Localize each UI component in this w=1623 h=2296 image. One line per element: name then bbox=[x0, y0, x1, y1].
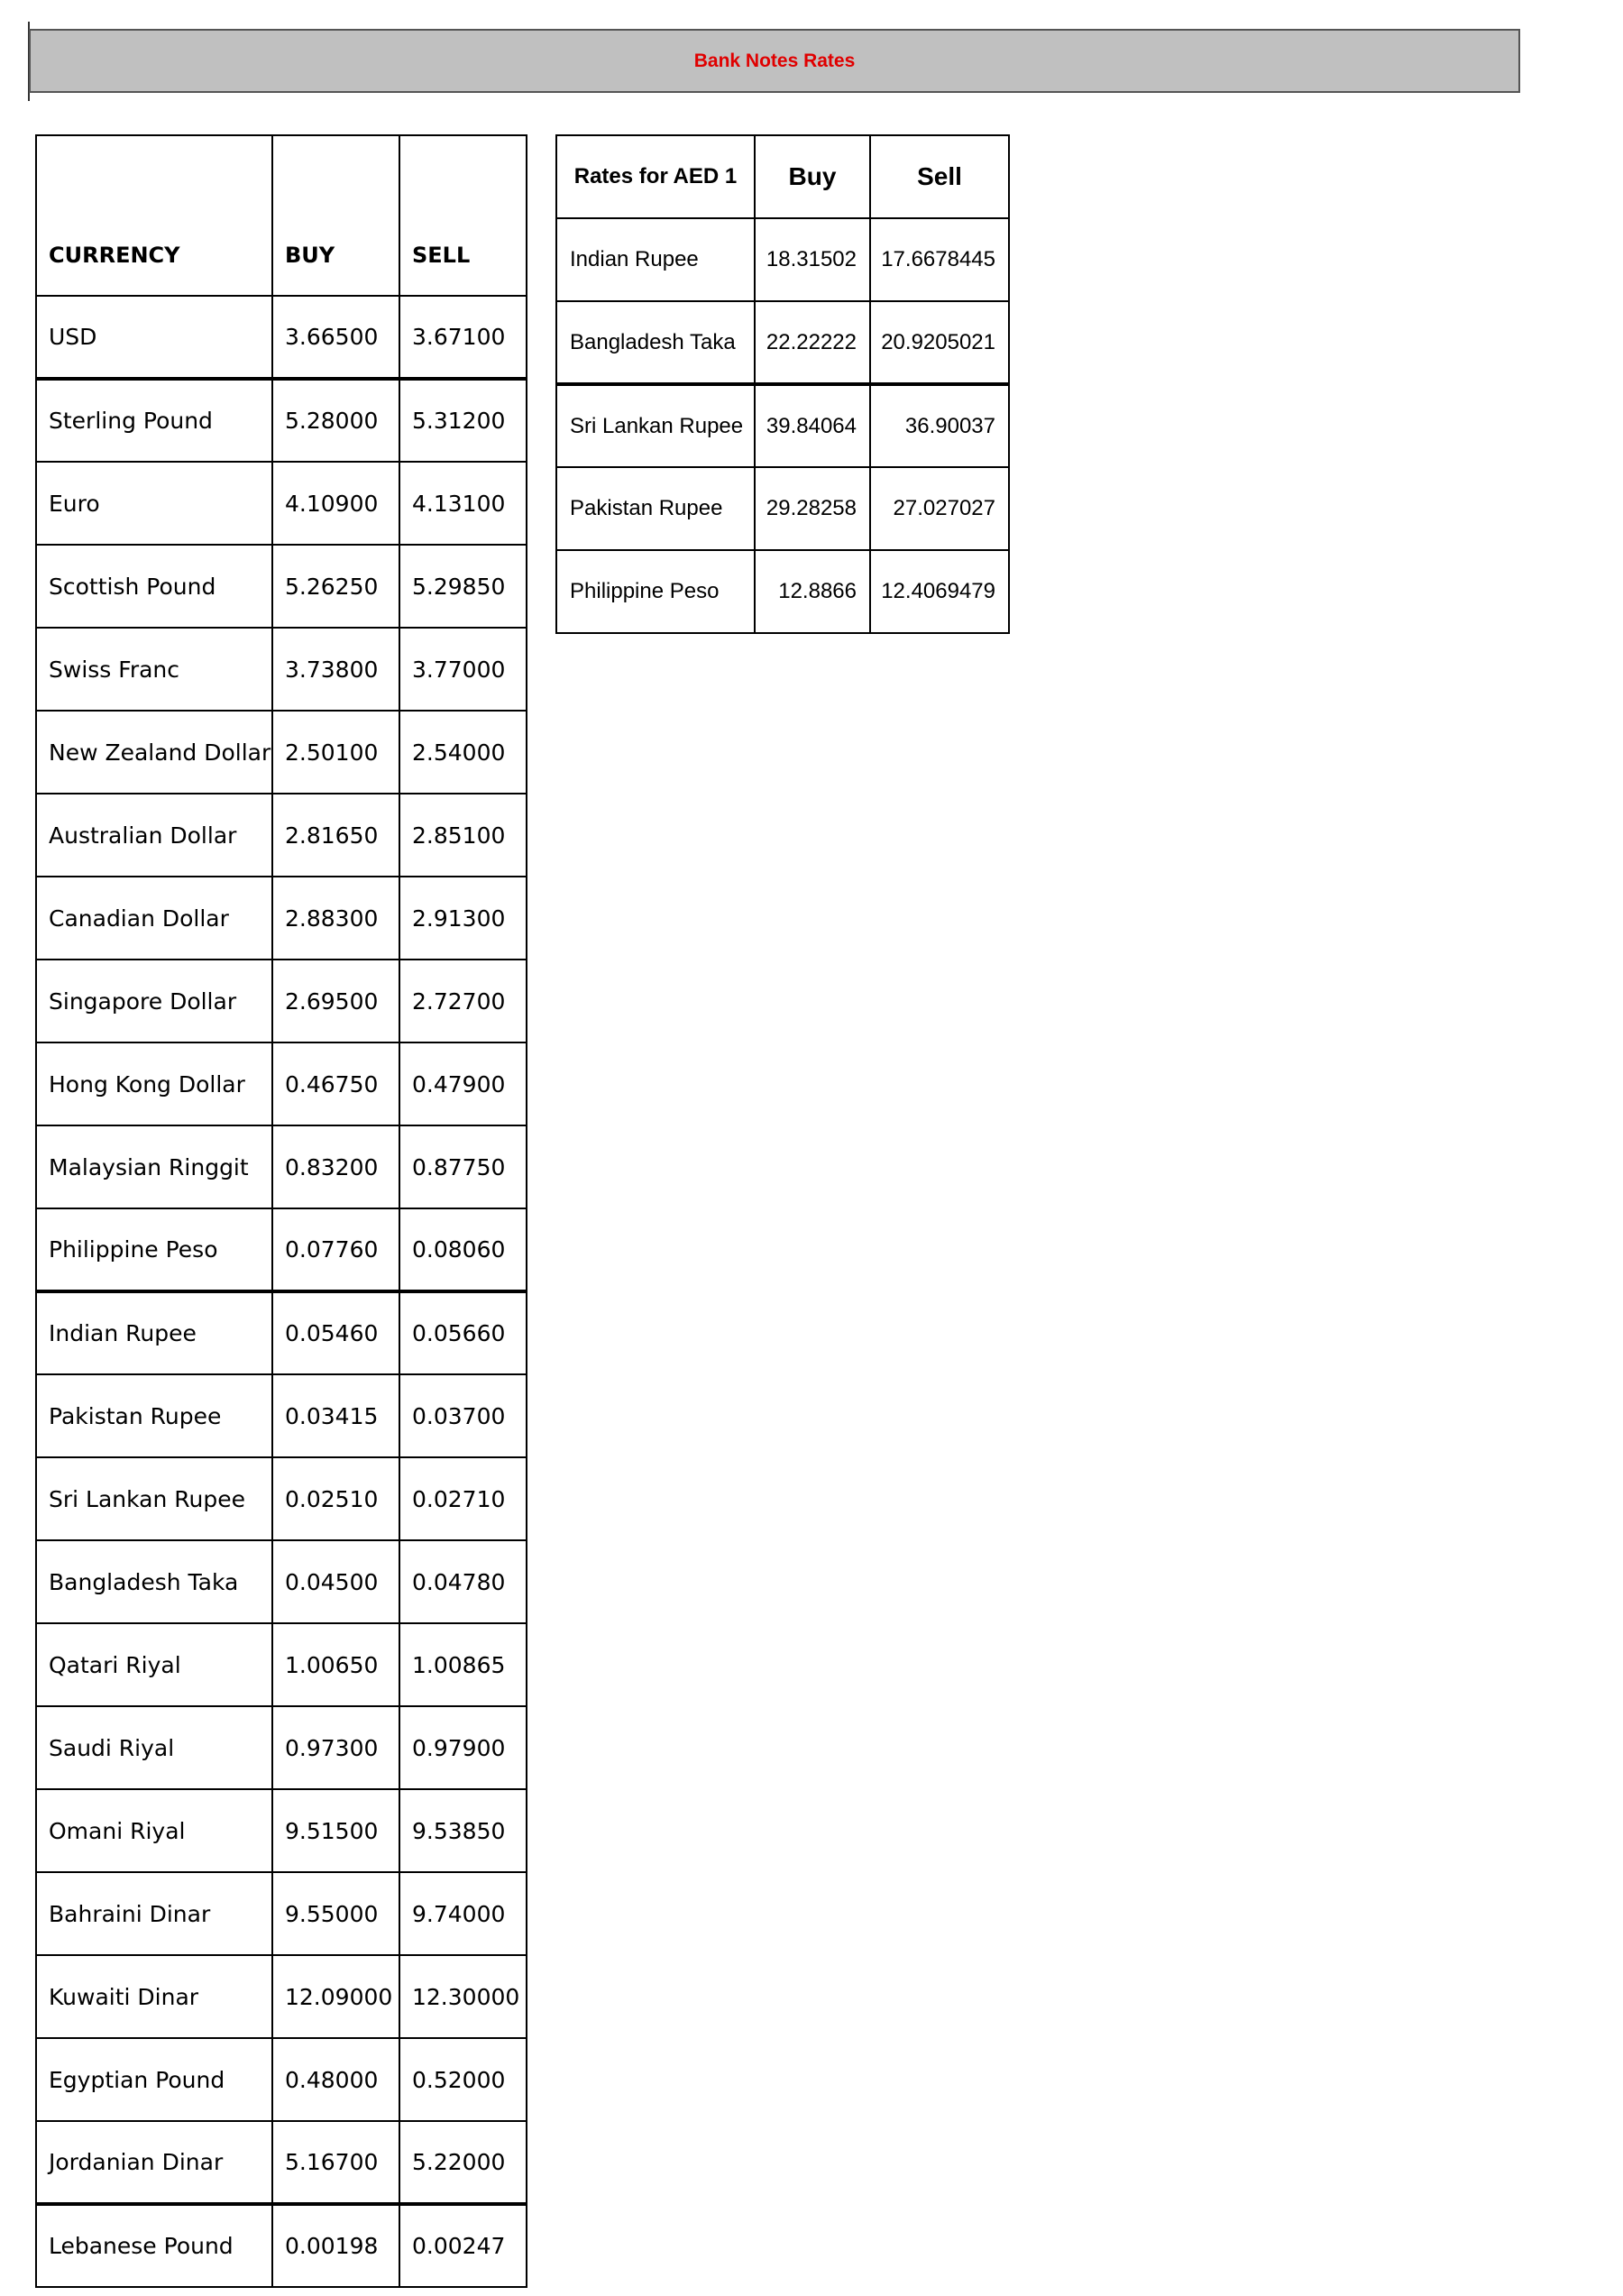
table-row bbox=[36, 1623, 527, 1706]
table-row bbox=[36, 379, 527, 462]
sell-cell: 0.87750 bbox=[399, 1125, 527, 1208]
buy-cell: 4.10900 bbox=[272, 462, 399, 545]
buy-cell: 0.04500 bbox=[272, 1540, 399, 1623]
currency-cell: Euro bbox=[36, 462, 272, 545]
sell-cell: 4.13100 bbox=[399, 462, 527, 545]
currency-cell: Sri Lankan Rupee bbox=[36, 1457, 272, 1540]
sell-cell: 12.30000 bbox=[399, 1955, 527, 2038]
table-row bbox=[36, 1457, 527, 1540]
currency-cell: Australian Dollar bbox=[36, 794, 272, 877]
currency-cell: Singapore Dollar bbox=[36, 960, 272, 1042]
table-row bbox=[36, 1540, 527, 1623]
table-row bbox=[36, 1789, 527, 1872]
sell-cell: 20.9205021 bbox=[870, 301, 1009, 384]
sell-cell: 5.31200 bbox=[399, 379, 527, 462]
currency-cell: Malaysian Ringgit bbox=[36, 1125, 272, 1208]
table-row bbox=[36, 1955, 527, 2038]
buy-cell: 3.66500 bbox=[272, 296, 399, 379]
table-row bbox=[36, 2038, 527, 2121]
buy-cell: 1.00650 bbox=[272, 1623, 399, 1706]
sell-cell: 12.4069479 bbox=[870, 550, 1009, 633]
column-header-buy: Buy bbox=[755, 135, 870, 218]
table-row bbox=[36, 628, 527, 711]
table-row bbox=[36, 545, 527, 628]
table-row bbox=[36, 296, 527, 379]
sell-cell: 27.027027 bbox=[870, 467, 1009, 550]
sell-cell: 3.77000 bbox=[399, 628, 527, 711]
table-row bbox=[36, 1374, 527, 1457]
currency-cell: Omani Riyal bbox=[36, 1789, 272, 1872]
buy-cell: 0.05460 bbox=[272, 1291, 399, 1374]
buy-cell: 9.51500 bbox=[272, 1789, 399, 1872]
currency-cell: Sterling Pound bbox=[36, 379, 272, 462]
currency-cell: Saudi Riyal bbox=[36, 1706, 272, 1789]
sell-cell: 3.67100 bbox=[399, 296, 527, 379]
currency-cell: Philippine Peso bbox=[556, 550, 755, 633]
table-row bbox=[36, 960, 527, 1042]
buy-cell: 5.26250 bbox=[272, 545, 399, 628]
buy-cell: 5.28000 bbox=[272, 379, 399, 462]
sell-cell: 0.97900 bbox=[399, 1706, 527, 1789]
buy-cell: 39.84064 bbox=[755, 384, 870, 467]
table-header-row bbox=[36, 135, 527, 296]
currency-cell: Jordanian Dinar bbox=[36, 2121, 272, 2204]
buy-cell: 2.69500 bbox=[272, 960, 399, 1042]
table-row bbox=[556, 384, 1009, 467]
buy-cell: 5.16700 bbox=[272, 2121, 399, 2204]
buy-cell: 2.50100 bbox=[272, 711, 399, 794]
sell-cell: 2.91300 bbox=[399, 877, 527, 960]
buy-cell: 18.31502 bbox=[755, 218, 870, 301]
table-row bbox=[36, 1872, 527, 1955]
table-row bbox=[36, 462, 527, 545]
sell-cell: 0.03700 bbox=[399, 1374, 527, 1457]
table-row bbox=[36, 877, 527, 960]
currency-cell: Indian Rupee bbox=[36, 1291, 272, 1374]
currency-rates-body bbox=[36, 296, 527, 2287]
buy-cell: 9.55000 bbox=[272, 1872, 399, 1955]
currency-cell: Lebanese Pound bbox=[36, 2204, 272, 2287]
currency-cell: Pakistan Rupee bbox=[36, 1374, 272, 1457]
aed-rates-table bbox=[555, 134, 1010, 634]
table-row bbox=[36, 2204, 527, 2287]
table-row bbox=[556, 301, 1009, 384]
table-row bbox=[36, 1125, 527, 1208]
column-header-sell: SELL bbox=[399, 135, 527, 296]
table-row bbox=[36, 794, 527, 877]
sell-cell: 0.05660 bbox=[399, 1291, 527, 1374]
buy-cell: 22.22222 bbox=[755, 301, 870, 384]
currency-cell: Sri Lankan Rupee bbox=[556, 384, 755, 467]
sell-cell: 0.04780 bbox=[399, 1540, 527, 1623]
sell-cell: 2.72700 bbox=[399, 960, 527, 1042]
aed-rates-body bbox=[556, 218, 1009, 633]
currency-cell: New Zealand Dollar bbox=[36, 711, 272, 794]
buy-cell: 0.97300 bbox=[272, 1706, 399, 1789]
currency-cell: Scottish Pound bbox=[36, 545, 272, 628]
buy-cell: 12.09000 bbox=[272, 1955, 399, 2038]
sell-cell: 5.22000 bbox=[399, 2121, 527, 2204]
currency-cell: Philippine Peso bbox=[36, 1208, 272, 1291]
buy-cell: 0.46750 bbox=[272, 1042, 399, 1125]
currency-rates-table bbox=[35, 134, 527, 2288]
currency-cell: Pakistan Rupee bbox=[556, 467, 755, 550]
currency-cell: Bahraini Dinar bbox=[36, 1872, 272, 1955]
table-row bbox=[36, 711, 527, 794]
currency-cell: Indian Rupee bbox=[556, 218, 755, 301]
sell-cell: 0.00247 bbox=[399, 2204, 527, 2287]
table-row bbox=[556, 218, 1009, 301]
sell-cell: 36.90037 bbox=[870, 384, 1009, 467]
column-header-sell: Sell bbox=[870, 135, 1009, 218]
buy-cell: 0.48000 bbox=[272, 2038, 399, 2121]
table-row bbox=[36, 1042, 527, 1125]
buy-cell: 0.03415 bbox=[272, 1374, 399, 1457]
currency-cell: Bangladesh Taka bbox=[36, 1540, 272, 1623]
sell-cell: 2.85100 bbox=[399, 794, 527, 877]
buy-cell: 3.73800 bbox=[272, 628, 399, 711]
sell-cell: 9.53850 bbox=[399, 1789, 527, 1872]
column-header-currency: CURRENCY bbox=[36, 135, 272, 296]
table-row bbox=[36, 1706, 527, 1789]
column-header-rates-for-aed: Rates for AED 1 bbox=[556, 135, 755, 218]
sell-cell: 0.02710 bbox=[399, 1457, 527, 1540]
sell-cell: 1.00865 bbox=[399, 1623, 527, 1706]
sell-cell: 5.29850 bbox=[399, 545, 527, 628]
currency-cell: Kuwaiti Dinar bbox=[36, 1955, 272, 2038]
currency-cell: Canadian Dollar bbox=[36, 877, 272, 960]
sell-cell: 9.74000 bbox=[399, 1872, 527, 1955]
buy-cell: 0.07760 bbox=[272, 1208, 399, 1291]
buy-cell: 0.02510 bbox=[272, 1457, 399, 1540]
table-row bbox=[556, 467, 1009, 550]
buy-cell: 2.88300 bbox=[272, 877, 399, 960]
sell-cell: 0.52000 bbox=[399, 2038, 527, 2121]
sell-cell: 17.6678445 bbox=[870, 218, 1009, 301]
currency-cell: Qatari Riyal bbox=[36, 1623, 272, 1706]
table-header-row bbox=[556, 135, 1009, 218]
table-row bbox=[556, 550, 1009, 633]
currency-cell: Bangladesh Taka bbox=[556, 301, 755, 384]
buy-cell: 29.28258 bbox=[755, 467, 870, 550]
sell-cell: 2.54000 bbox=[399, 711, 527, 794]
table-row bbox=[36, 1208, 527, 1291]
sell-cell: 0.08060 bbox=[399, 1208, 527, 1291]
buy-cell: 0.83200 bbox=[272, 1125, 399, 1208]
buy-cell: 12.8866 bbox=[755, 550, 870, 633]
sell-cell: 0.47900 bbox=[399, 1042, 527, 1125]
currency-cell: Hong Kong Dollar bbox=[36, 1042, 272, 1125]
page-title: Bank Notes Rates bbox=[693, 50, 856, 71]
currency-cell: USD bbox=[36, 296, 272, 379]
buy-cell: 2.81650 bbox=[272, 794, 399, 877]
buy-cell: 0.00198 bbox=[272, 2204, 399, 2287]
header-bar bbox=[29, 29, 1520, 93]
currency-cell: Swiss Franc bbox=[36, 628, 272, 711]
currency-cell: Egyptian Pound bbox=[36, 2038, 272, 2121]
table-row bbox=[36, 2121, 527, 2204]
column-header-buy: BUY bbox=[272, 135, 399, 296]
table-row bbox=[36, 1291, 527, 1374]
